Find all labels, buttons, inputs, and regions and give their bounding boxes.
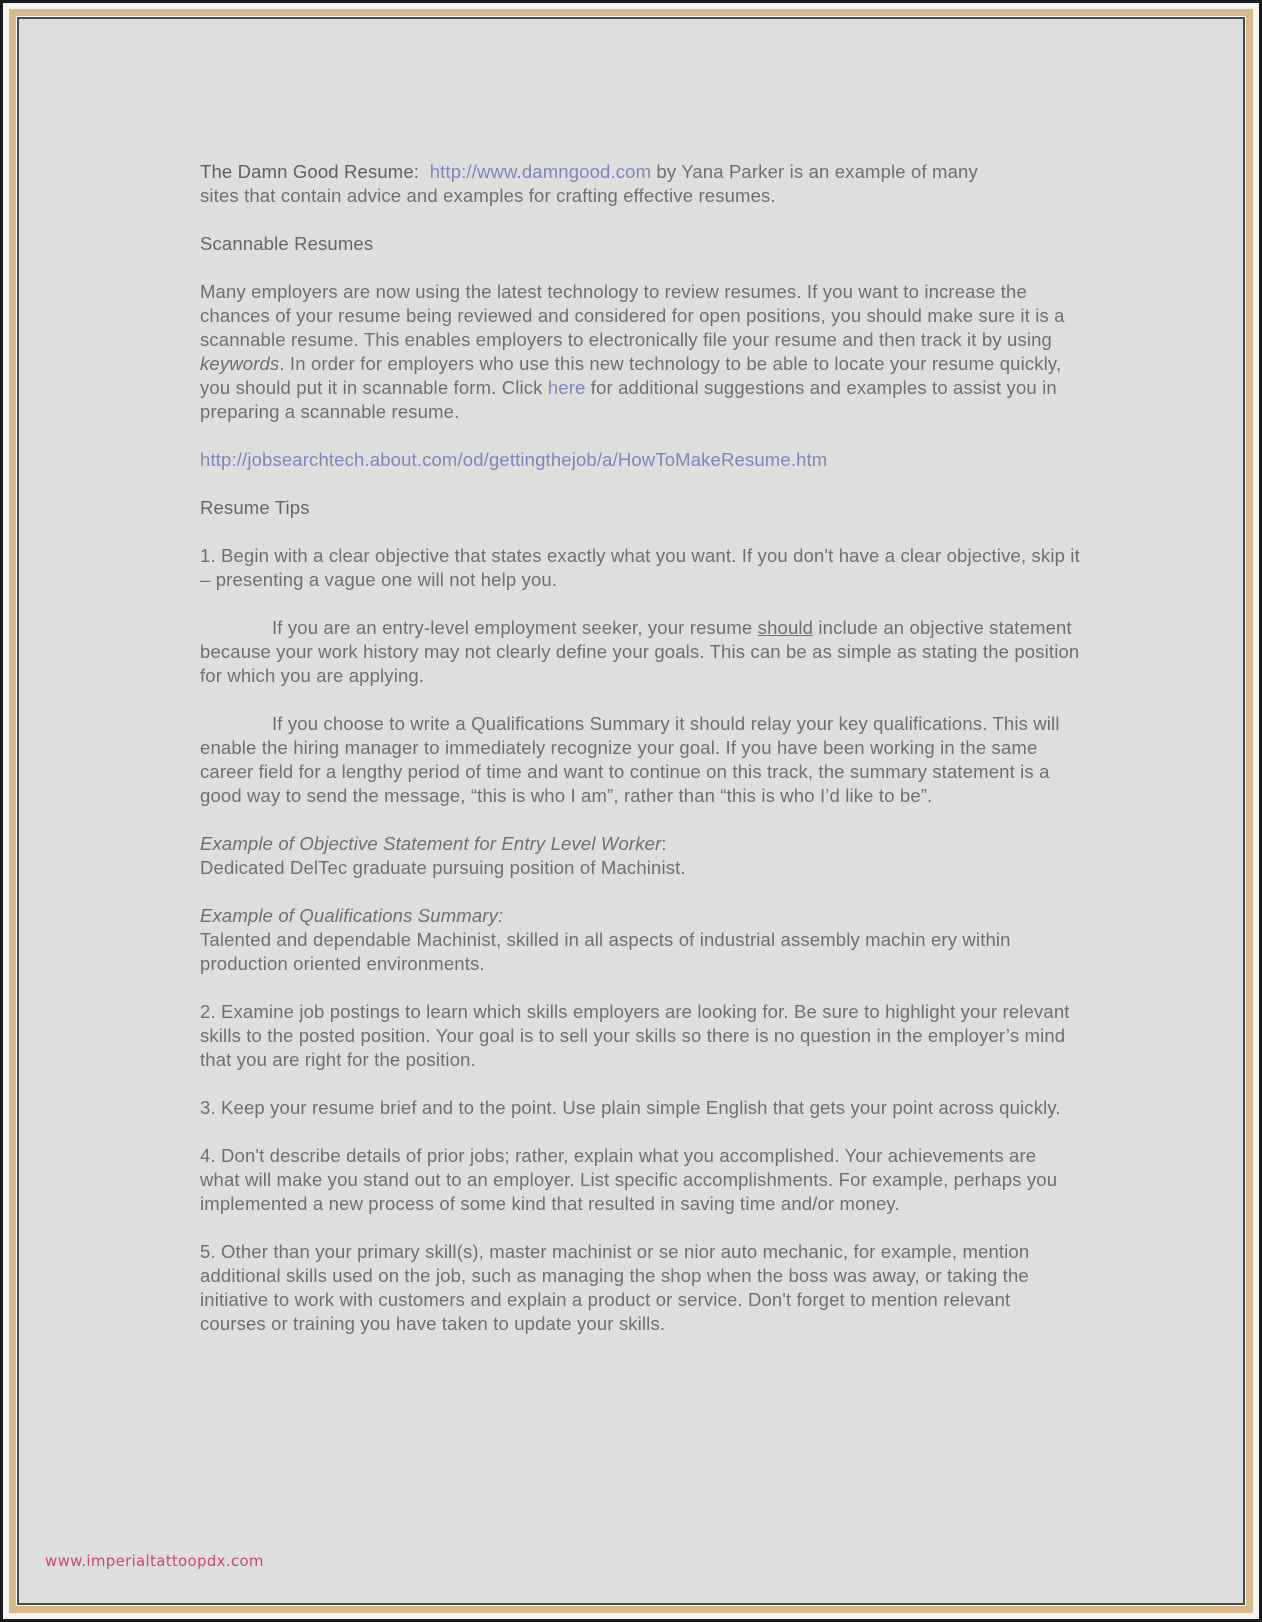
example-qualifications-label: Example of Qualifications Summary: bbox=[200, 905, 504, 926]
example-objective-label: Example of Objective Statement for Entry Level Worker bbox=[200, 833, 662, 854]
entry-level-text-b: include an objective statement because your work history may not clearly define your goals. This can be as simple as stating the position for which you are applying. bbox=[200, 617, 1080, 686]
should-underlined: should bbox=[757, 617, 814, 638]
tip-1-entry-level-paragraph bbox=[200, 616, 1080, 688]
document-body bbox=[200, 160, 1080, 1336]
here-link[interactable]: here bbox=[547, 377, 586, 398]
scannable-text-a: Many employers are now using the latest technology to review resumes. If you want to increase the chances of your resume being reviewed and considered for open positions, you should make sure it is a scannable resume. This enables employers to electronically file your resume and then track it by using bbox=[200, 281, 1065, 350]
jobsearchtech-link[interactable]: http://jobsearchtech.about.com/od/gettingthejob/a/HowToMakeResume.htm bbox=[200, 449, 828, 470]
entry-level-text-a: If you are an entry-level employment seeker, your resume bbox=[272, 617, 758, 638]
intro-text-b: sites that contain advice and examples for crafting effective resumes. bbox=[200, 185, 776, 206]
intro-paragraph bbox=[200, 160, 1080, 208]
keywords-italic: keywords bbox=[200, 353, 280, 374]
scannable-heading: Scannable Resumes bbox=[200, 233, 374, 254]
watermark: www.imperialtattoopdx.com bbox=[45, 1552, 264, 1570]
intro-text-a: by Yana Parker is an example of many bbox=[651, 161, 978, 182]
scannable-text-b: . In order for employers who use this new technology to be able to locate your resume quickly, you should put it in scannable form. Click bbox=[200, 353, 1062, 398]
example-objective-colon: : bbox=[661, 833, 667, 854]
tip-2: 2. Examine job postings to learn which skills employers are looking for. Be sure to highlight your relevant skills to the posted position. Your goal is to sell your skills so there is no question in the employer’s mind that you are right for the position. bbox=[200, 1001, 1070, 1070]
scannable-text-c: for additional suggestions and examples to assist you in preparing a scannable resume. bbox=[200, 377, 1057, 422]
intro-title: The Damn Good Resume: bbox=[200, 161, 420, 182]
example-objective bbox=[200, 832, 1080, 880]
tip-5: 5. Other than your primary skill(s), master machinist or se nior auto mechanic, for example, mention additional skills used on the job, such as managing the shop when the boss was away, or taking the initiative to work with customers and explain a product or service. Don't forget to mention relevant courses or training you have taken to update your skills. bbox=[200, 1241, 1030, 1334]
damngood-link[interactable]: http://www.damngood.com bbox=[429, 161, 652, 182]
tip-4: 4. Don't describe details of prior jobs; rather, explain what you accomplished. Your achievements are what will make you stand out to an employer. List specific accomplishments. For example, perhaps you implemented a new process of some kind that resulted in saving time and/or money. bbox=[200, 1145, 1058, 1214]
tip-1: 1. Begin with a clear objective that states exactly what you want. If you don't have a clear objective, skip it – presenting a vague one will not help you. bbox=[200, 545, 1080, 590]
tip-1-qualifications-paragraph: If you choose to write a Qualifications Summary it should relay your key qualifications. This will enable the hiring manager to immediately recognize your goal. If you have been working in the same career field for a lengthy period of time and want to continue on this track, the summary statement is a good way to send the message, “this is who I am”, rather than “this is who I’d like to be”. bbox=[200, 713, 1060, 806]
example-objective-text: Dedicated DelTec graduate pursuing position of Machinist. bbox=[200, 857, 686, 878]
scannable-paragraph bbox=[200, 280, 1080, 424]
example-qualifications-text: Talented and dependable Machinist, skilled in all aspects of industrial assembly machin ery within production oriented environments. bbox=[200, 929, 1011, 974]
example-qualifications bbox=[200, 904, 1080, 976]
resume-tips-heading: Resume Tips bbox=[200, 497, 310, 518]
tip-3: 3. Keep your resume brief and to the point. Use plain simple English that gets your point across quickly. bbox=[200, 1097, 1061, 1118]
